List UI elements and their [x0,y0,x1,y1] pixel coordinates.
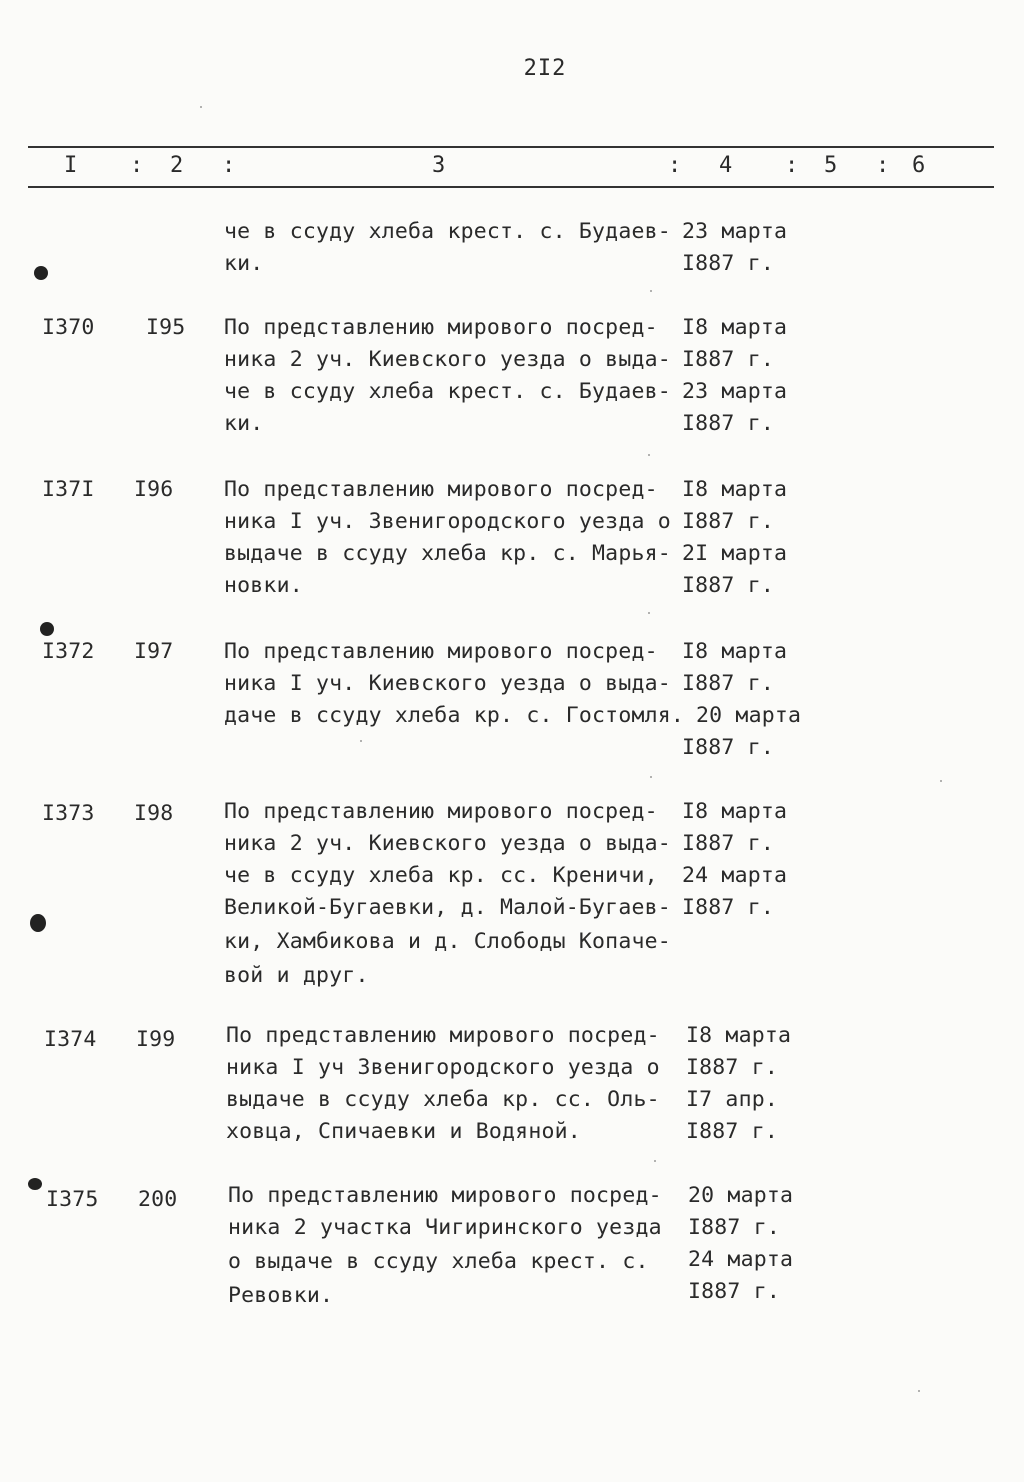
ink-blot [34,266,48,280]
entry-date-line: 2I марта [682,541,788,566]
entry-date-line: I887 г. [688,1279,781,1304]
entry-date-line: I887 г. [686,1055,779,1080]
entry-date-line: I887 г. [682,831,775,856]
continuation-text-line: че в ссуду хлеба крест. с. Будаев- [224,219,671,244]
entry-text-line: ника I уч. Звенигородского уезда о [224,509,671,534]
entry-date-line: I887 г. [682,895,775,920]
entry-sheet: I97 [134,639,174,664]
entry-text-line: выдаче в ссуду хлеба кр. с. Марья- [224,541,671,566]
page-number: 2I2 [523,56,567,81]
entry-text-line: вой и друг. [224,963,369,988]
column-separator: : [668,153,682,178]
entry-date-line: I887 г. [682,411,775,436]
entry-date-line: I8 марта [686,1023,792,1048]
table-header-top-rule [28,146,994,148]
entry-text-line: ки. [224,411,264,436]
column-header-2: 2 [170,153,184,178]
entry-date-line: I8 марта [682,315,788,340]
entry-date-line: 24 марта [688,1247,794,1272]
column-header-4: 4 [719,153,733,178]
entry-sheet: I96 [134,477,174,502]
entry-number: I375 [46,1187,99,1212]
continuation-date-line: 23 марта [682,219,788,244]
entry-text-line: ника I уч. Киевского уезда о выда- [224,671,671,696]
column-separator: : [876,153,890,178]
column-separator: : [785,153,799,178]
scan-speck [654,1160,656,1162]
column-header-6: 6 [912,153,926,178]
entry-text-line: По представлению мирового посред- [224,477,658,502]
entry-date-line: I8 марта [682,639,788,664]
column-header-3: 3 [432,153,446,178]
entry-date-line: I7 апр. [686,1087,779,1112]
entry-date-line: I887 г. [686,1119,779,1144]
entry-date-line: I8 марта [682,799,788,824]
table-header-bottom-rule [28,186,994,188]
entry-text-line: че в ссуду хлеба кр. сс. Креничи, [224,863,658,888]
entry-date-line: 20 марта [688,1183,794,1208]
entry-date-line: I887 г. [682,735,775,760]
scan-speck [648,612,650,614]
scan-speck [918,1390,920,1392]
entry-number: I374 [44,1027,97,1052]
ink-blot [30,914,46,932]
entry-number: I373 [42,801,95,826]
entry-date-line: 20 марта [696,703,802,728]
scan-speck [650,776,652,778]
entry-text-line: о выдаче в ссуду хлеба крест. с. [228,1249,649,1274]
entry-text-line: По представлению мирового посред- [224,799,658,824]
entry-date-line: I887 г. [682,671,775,696]
entry-date-line: 24 марта [682,863,788,888]
entry-date-line: I887 г. [682,347,775,372]
scan-speck [648,454,650,456]
scan-speck [650,290,652,292]
entry-text-line: новки. [224,573,303,598]
entry-date-line: I8 марта [682,477,788,502]
entry-number: I37I [42,477,95,502]
entry-sheet: I99 [136,1027,176,1052]
entry-text-line: Ревовки. [228,1283,334,1308]
entry-number: I372 [42,639,95,664]
scan-speck [940,780,942,782]
entry-sheet: I98 [134,801,174,826]
continuation-text-line: ки. [224,251,264,276]
entry-text-line: По представлению мирового посред- [224,315,658,340]
column-separator: : [222,153,236,178]
continuation-date-line: I887 г. [682,251,775,276]
entry-sheet: 200 [138,1187,178,1212]
entry-text-line: По представлению мирового посред- [228,1183,662,1208]
ink-blot [28,1178,42,1190]
entry-date-line: 23 марта [682,379,788,404]
entry-text-line: ника 2 участка Чигиринского уезда [228,1215,662,1240]
entry-text-line: даче в ссуду хлеба кр. с. Гостомля. [224,703,685,728]
column-separator: : [130,153,144,178]
entry-text-line: че в ссуду хлеба крест. с. Будаев- [224,379,671,404]
ink-blot [40,622,54,636]
column-header-5: 5 [824,153,838,178]
entry-date-line: I887 г. [682,509,775,534]
entry-text-line: ховца, Спичаевки и Водяной. [226,1119,581,1144]
entry-date-line: I887 г. [682,573,775,598]
entry-text-line: выдаче в ссуду хлеба кр. сс. Оль- [226,1087,660,1112]
scan-speck [200,106,202,108]
column-header-1: I [64,153,78,178]
entry-text-line: Великой-Бугаевки, д. Малой-Бугаев- [224,895,671,920]
entry-number: I370 [42,315,95,340]
entry-text-line: ника 2 уч. Киевского уезда о выда- [224,347,671,372]
entry-text-line: По представлению мирового посред- [224,639,658,664]
entry-text-line: ника I уч Звенигородского уезда о [226,1055,660,1080]
entry-text-line: ки, Хамбикова и д. Слободы Копаче- [224,929,671,954]
scan-speck [360,740,362,742]
entry-sheet: I95 [146,315,186,340]
entry-text-line: По представлению мирового посред- [226,1023,660,1048]
entry-date-line: I887 г. [688,1215,781,1240]
entry-text-line: ника 2 уч. Киевского уезда о выда- [224,831,671,856]
